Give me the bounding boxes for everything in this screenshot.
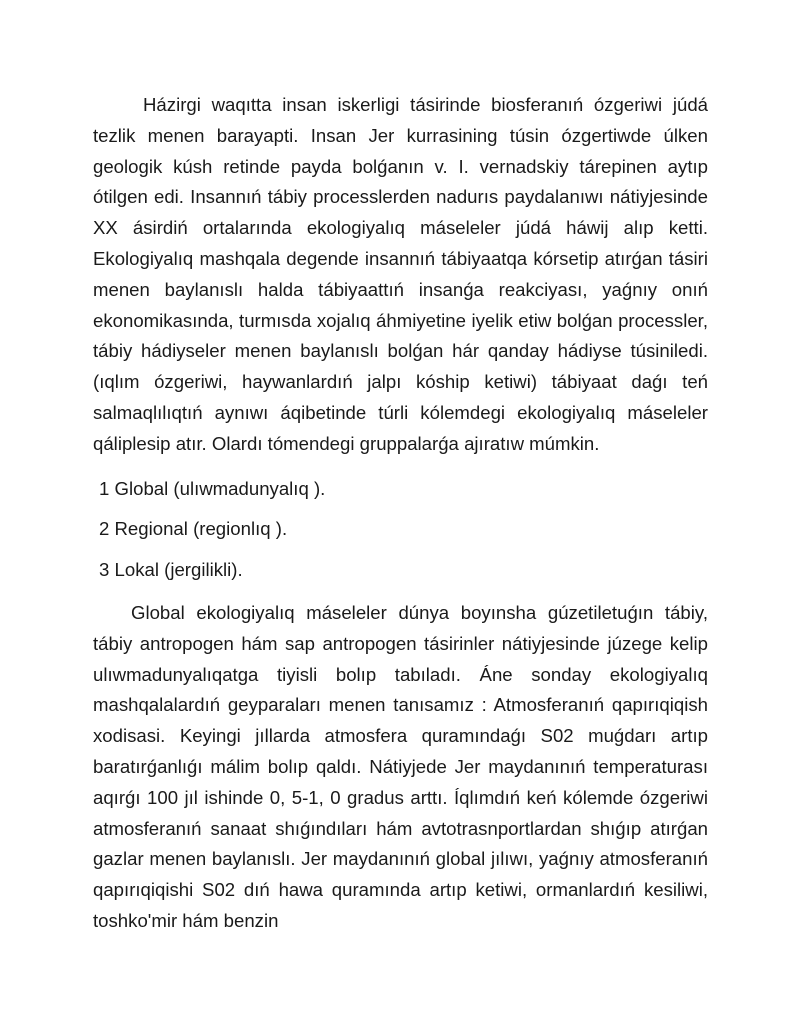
classification-list	[93, 474, 708, 586]
list-item-global: 1 Global (ulıwmadunyalıq ).	[99, 477, 326, 499]
list-item-regional: 2 Regional (regionlıq ).	[99, 518, 288, 540]
paragraph-global-issues: Global ekologiyalıq máseleler dúnya boyınsha gúzetiletuǵın tábiy, tábiy antropogen hám sap antropogen tásirinler nátiyjesinde júzege kelip ulıwmadunyalıqatga tiyisli bolıp tabıladı. Áne sonday ekologiyalıq mashqalalardıń geyparaları menen tanısamız : Atmosferanıń qapırıqiqish xodisasi. Keyingi jıllarda atmosfera quramındaǵı S02 muǵdarı artıp baratırǵanlıǵı málim bolıp qaldı. Nátiyjede Jer maydanınıń temperaturası aqırǵı 100 jıl ishinde 0, 5-1, 0 gradus arttı. Íqlımdıń keń kólemde ózgeriwi atmosferanıń sanaat shıǵındıları hám avtotrasnportlardan shıǵıp atırǵan gazlar menen baylanıslı. Jer maydanınıń global jılıwı, yaǵnıy atmosferanıń qapırıqiqishi S02 dıń hawa quramında artıp ketiwi, ormanlardıń kesiliwi, toshko'mir hám benzin	[93, 601, 708, 931]
paragraph-intro: Házirgi waqıtta insan iskerligi tásirinde biosferanıń ózgeriwi júdá tezlik menen barayapti. Insan Jer kurrasining túsin ózgertiwde úlken geologik kúsh retinde payda bolǵanın v. I. vernadskiy tárepinen aytıp ótilgen edi. Insannıń tábiy processlerden nadurıs paydalanıwı nátiyjesinde XX ásirdiń ortalarında ekologiyalıq máseleler júdá háwij alıp ketti. Ekologiyalıq mashqala degende insannıń tábiyaatqa kórsetip atırǵan tásiri menen baylanıslı halda tábiyaattıń insanǵa reakciyası, yaǵnıy onıń ekonomikasında, turmısda xojalıq áhmiyetine iyelik etiw bolǵan processler, tábiy hádiyseler menen baylanıslı bolǵan hár qanday hádiyse túsiniledi. (ıqlım ózgeriwi, haywanlardıń jalpı kóship ketiwi) tábiyaat daǵı teń salmaqlılıqtıń aynıwı áqibetinde túrli kólemdegi ekologiyalıq máseleler qáliplesip atır. Olardı tómendegi gruppalarǵa ajıratıw múmkin.	[93, 94, 708, 454]
document-page	[93, 90, 708, 937]
list-item-local: 3 Lokal (jergilikli).	[99, 559, 243, 581]
